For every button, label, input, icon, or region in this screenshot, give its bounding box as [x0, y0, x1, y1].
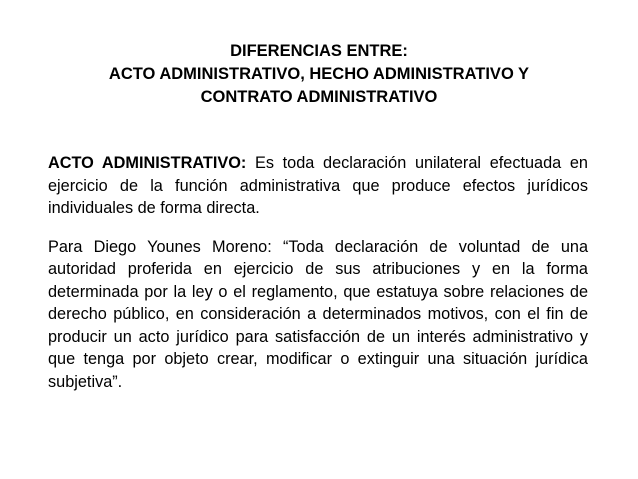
definition-term: ACTO ADMINISTRATIVO: — [48, 154, 247, 172]
title-line-1: DIFERENCIAS ENTRE: — [230, 42, 408, 60]
definition-paragraph — [48, 152, 588, 220]
title-line-2: ACTO ADMINISTRATIVO, HECHO ADMINISTRATIVO Y — [108, 65, 530, 83]
title-line-3: CONTRATO ADMINISTRATIVO — [200, 88, 438, 106]
page-title — [40, 40, 598, 109]
quote-paragraph: Para Diego Younes Moreno: “Toda declaración de voluntad de una autoridad proferida en ejercicio de sus atribuciones y en la forma determinada por la ley o el reglamento, que estatuya sobre relaciones de derecho público, en consideración a determinados motivos, con el fin de producir un acto jurídico para satisfacción de un interés administrativo y que tenga por objeto crear, modificar o extinguir una situación jurídica subjetiva”. — [48, 237, 588, 391]
body-text — [48, 152, 588, 409]
definition-text: Es toda declaración unilateral efectuada en ejercicio de la función administrativa que produce efectos jurídicos individuales de forma directa. — [48, 154, 588, 217]
